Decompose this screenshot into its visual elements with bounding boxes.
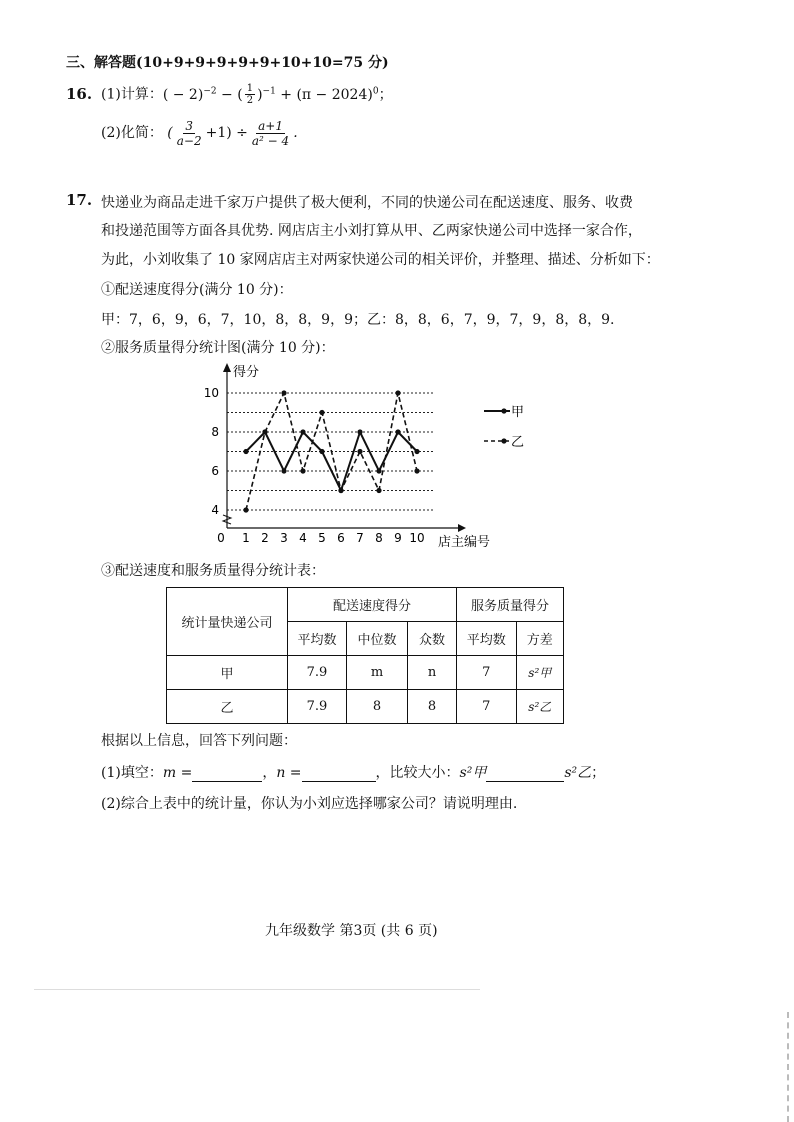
blank-compare[interactable]	[486, 765, 564, 782]
data-point-yi	[395, 390, 400, 395]
page-footer: 九年级数学 第3页 (共 6 页)	[265, 923, 438, 939]
q17-para-line3: 为此，小刘收集了 10 家网店店主对两家快递公司的相关评价，并整理、描述、分析如下：	[101, 252, 660, 268]
data-point-yi	[319, 410, 324, 415]
table-row-name: 乙	[167, 690, 288, 724]
data-point-yi	[338, 488, 343, 493]
q17-item1: ①配送速度得分(满分 10 分)：	[101, 282, 293, 298]
q17-item3: ③配送速度和服务质量得分统计表：	[101, 563, 325, 579]
chart-ticks	[204, 365, 490, 550]
data-point-yi	[243, 507, 248, 512]
fill-end: ；	[591, 765, 606, 781]
x-tick-label: 3	[280, 531, 288, 545]
table-cell: s²甲	[516, 656, 563, 690]
fill-m: m =	[162, 765, 193, 781]
chart-series	[243, 390, 419, 512]
q17-scores: 甲：7，6，9，6，7，10，8，8，9，9；乙：8，8，6，7，9，7，9，8，8，9.	[101, 312, 615, 328]
binding-edge	[787, 1012, 789, 1122]
blank-m[interactable]	[192, 765, 262, 782]
q17-fill	[101, 762, 605, 782]
table-cell: 7	[457, 690, 517, 724]
fill-s-jia: s²甲	[459, 765, 487, 781]
chart-grid	[227, 393, 434, 510]
q16-part1-label: (1)计算：	[101, 86, 163, 103]
data-point-jia	[395, 429, 400, 434]
table-cell: s²乙	[516, 690, 563, 724]
fill-n: n =	[276, 765, 302, 781]
data-point-yi	[414, 468, 419, 473]
y-tick-label: 6	[211, 464, 219, 478]
table-cell: 7	[457, 656, 517, 690]
section-title: 三、解答题(10+9+9+9+9+9+10+10=75 分)	[66, 55, 389, 71]
table-corner-cell	[167, 588, 288, 656]
table-sub-header: 众数	[408, 622, 457, 656]
table-row-name: 甲	[167, 656, 288, 690]
q17-part2: (2)综合上表中的统计量，你认为小刘应选择哪家公司？请说明理由.	[101, 796, 518, 812]
data-point-jia	[376, 468, 381, 473]
table-row	[167, 656, 564, 690]
data-point-jia	[243, 449, 248, 454]
chart-axes	[223, 363, 466, 532]
y-tick-label: 8	[211, 425, 219, 439]
table-sub-header: 平均数	[288, 622, 347, 656]
legend-marker	[501, 408, 506, 413]
y-tick-label: 4	[211, 503, 219, 517]
y-axis-label: 得分	[233, 365, 260, 380]
table-group-delivery: 配送速度得分	[288, 588, 457, 622]
y-axis-arrow	[223, 363, 231, 372]
table-cell: 8	[347, 690, 408, 724]
table-row	[167, 690, 564, 724]
x-tick-label: 2	[261, 531, 269, 545]
y-tick-label: 10	[203, 386, 219, 400]
data-point-jia	[357, 429, 362, 434]
footer-divider	[34, 989, 480, 990]
axis-break	[223, 515, 231, 524]
table-group-service: 服务质量得分	[457, 588, 564, 622]
q17-after: 根据以上信息，回答下列问题：	[101, 733, 297, 749]
table-cell: n	[408, 656, 457, 690]
fill-s-yi: s²乙	[564, 765, 592, 781]
table-cell: m	[347, 656, 408, 690]
x-tick-label: 6	[337, 531, 345, 545]
x-tick-label: 7	[356, 531, 364, 545]
table-sub-header: 方差	[516, 622, 563, 656]
fill-sep: ，	[262, 765, 277, 781]
x-axis-arrow	[458, 524, 466, 532]
data-point-jia	[300, 429, 305, 434]
table-corner-label: 统计量快递公司	[181, 616, 273, 631]
legend-label: 甲	[511, 405, 525, 420]
x-tick-label: 10	[409, 531, 425, 545]
q17-number: 17.	[66, 191, 93, 209]
table-sub-header: 平均数	[457, 622, 517, 656]
x-tick-label: 5	[318, 531, 326, 545]
q17-para-line2: 和投递范围等方面各具优势. 网店店主小刘打算从甲、乙两家快递公司中选择一家合作，	[101, 223, 642, 239]
legend-marker	[501, 438, 506, 443]
x-tick-label: 4	[299, 531, 307, 545]
blank-n[interactable]	[302, 765, 376, 782]
data-point-yi	[262, 429, 267, 434]
x-axis-label: 店主编号	[438, 535, 491, 550]
series-line-jia	[246, 432, 417, 491]
x-tick-label: 0	[217, 531, 225, 545]
q16-part1-expr: ( − 2)$^{-2}$ − ( $\frac{1}{2}$ )$^{-1} + (\pi - 2024)^0$；	[162, 83, 393, 106]
data-point-jia	[414, 449, 419, 454]
q16-part2	[101, 118, 298, 148]
q17-item2: ②服务质量得分统计图(满分 10 分)：	[101, 340, 335, 356]
data-point-yi	[300, 468, 305, 473]
q16-part1	[101, 83, 393, 106]
q16-number: 16.	[66, 85, 93, 103]
x-tick-label: 9	[394, 531, 402, 545]
table-cell: 7.9	[288, 656, 347, 690]
table-cell: 7.9	[288, 690, 347, 724]
fill-label: (1)填空：	[101, 765, 163, 781]
q17-para-line1: 快递业为商品走进千家万户提供了极大便利，不同的快递公司在配送速度、服务、收费	[101, 195, 633, 211]
service-score-line-chart	[200, 358, 525, 553]
data-point-yi	[281, 390, 286, 395]
q16-part2-expr: ( $\frac{3}{a-2}$ +1) ÷ $\frac{a+1}{\text{a² − 4}}$ .	[167, 118, 298, 148]
q16-part2-label: (2)化简：	[101, 125, 163, 141]
x-tick-label: 1	[242, 531, 250, 545]
table-sub-header: 中位数	[347, 622, 408, 656]
fill-compare-label: ，比较大小：	[375, 765, 460, 781]
data-point-jia	[319, 449, 324, 454]
data-point-yi	[376, 488, 381, 493]
stats-table	[166, 587, 564, 724]
table-cell: 8	[408, 690, 457, 724]
legend-label: 乙	[511, 435, 525, 450]
data-point-yi	[357, 449, 362, 454]
data-point-jia	[281, 468, 286, 473]
chart-legend	[484, 405, 524, 450]
x-tick-label: 8	[375, 531, 383, 545]
